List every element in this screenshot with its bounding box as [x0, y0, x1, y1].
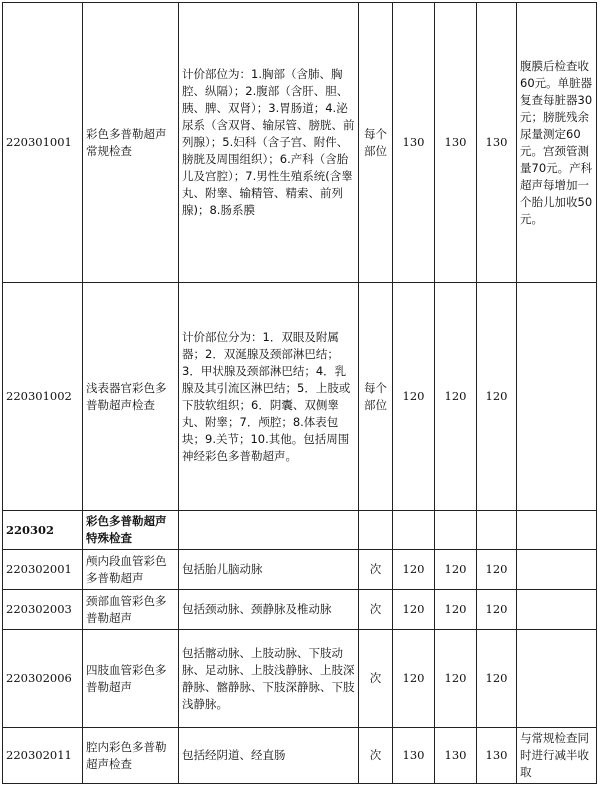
- price-col-1: 120: [393, 630, 435, 728]
- item-name: 颈部血管彩色多普勒超声: [83, 590, 179, 630]
- price-col-3: 120: [477, 630, 517, 728]
- item-note: [517, 590, 597, 630]
- price-col-2: 130: [435, 728, 477, 784]
- item-name: 颅内段血管彩色多普勒超声: [83, 550, 179, 590]
- price-col-1: 120: [393, 590, 435, 630]
- item-description: [179, 511, 359, 550]
- price-col-2: 120: [435, 283, 477, 511]
- table-row: [3, 283, 597, 511]
- item-description: 计价部位为：1.胸部（含肺、胸腔、纵隔）；2.腹部（含肝、胆、胰、脾、双肾）；3.胃肠道；4.泌尿系（含双肾、输尿管、膀胱、前列腺）；5.妇科（含子宫、附件、膀胱及周围组织）；6.产科（含胎儿及宫腔）；7.男性生殖系统(含睾丸、附睾、输精管、精索、前列腺)；8.肠系膜: [179, 3, 359, 283]
- table-row: [3, 590, 597, 630]
- item-name: 腔内彩色多普勒超声检查: [83, 728, 179, 784]
- price-col-2: [435, 511, 477, 550]
- item-note: [517, 550, 597, 590]
- price-col-1: [393, 511, 435, 550]
- price-col-2: 130: [435, 3, 477, 283]
- section-code: 220302: [3, 511, 83, 550]
- price-col-3: 120: [477, 283, 517, 511]
- item-description: 包括髂动脉、上肢动脉、下肢动脉、足动脉、上肢浅静脉、上肢深静脉、髂静脉、下肢深静脉、下肢浅静脉。: [179, 630, 359, 728]
- item-code: 220301001: [3, 3, 83, 283]
- table-row: [3, 550, 597, 590]
- price-col-1: 130: [393, 3, 435, 283]
- item-note: 与常规检查同时进行减半收取: [517, 728, 597, 784]
- item-description: 包括颈动脉、颈静脉及椎动脉: [179, 590, 359, 630]
- item-name: 彩色多普勒超声常规检查: [83, 3, 179, 283]
- item-code: 220301002: [3, 283, 83, 511]
- item-unit: 次: [359, 550, 393, 590]
- item-description: 计价部位分为：1．双眼及附属器；2．双涎腺及颈部淋巴结；3．甲状腺及颈部淋巴结；4．乳腺及其引流区淋巴结；5．上肢或下肢软组织；6．阴囊、双侧睾丸、附睾；7．颅腔；8.体表包块；9.关节；10.其他。包括周围神经彩色多普勒超声。: [179, 283, 359, 511]
- item-unit: [359, 511, 393, 550]
- fee-table: [2, 2, 597, 784]
- section-row: [3, 511, 597, 550]
- price-col-3: 130: [477, 728, 517, 784]
- item-code: 220302003: [3, 590, 83, 630]
- price-col-3: 120: [477, 590, 517, 630]
- table-row: [3, 728, 597, 784]
- price-col-3: [477, 511, 517, 550]
- item-name: 四肢血管彩色多普勒超声: [83, 630, 179, 728]
- item-description: 包括经阴道、经直肠: [179, 728, 359, 784]
- item-note: 腹膜后检查收60元。单脏器复查每脏器30元；膀胱残余尿量测定60元。宫颈管测量70元。产科超声每增加一个胎儿加收50元。: [517, 3, 597, 283]
- item-unit: 次: [359, 630, 393, 728]
- item-note: [517, 511, 597, 550]
- table-row: [3, 3, 597, 283]
- item-unit: 次: [359, 590, 393, 630]
- price-col-2: 120: [435, 630, 477, 728]
- item-unit: 次: [359, 728, 393, 784]
- price-col-2: 120: [435, 590, 477, 630]
- item-unit: 每个部位: [359, 283, 393, 511]
- item-code: 220302006: [3, 630, 83, 728]
- item-unit: 每个部位: [359, 3, 393, 283]
- item-note: [517, 630, 597, 728]
- table-row: [3, 630, 597, 728]
- price-col-3: 130: [477, 3, 517, 283]
- price-col-1: 130: [393, 728, 435, 784]
- item-note: [517, 283, 597, 511]
- item-description: 包括胎儿脑动脉: [179, 550, 359, 590]
- price-col-3: 120: [477, 550, 517, 590]
- section-name: 彩色多普勒超声特殊检查: [83, 511, 179, 550]
- item-name: 浅表器官彩色多普勒超声检查: [83, 283, 179, 511]
- item-code: 220302001: [3, 550, 83, 590]
- price-col-1: 120: [393, 550, 435, 590]
- price-col-1: 120: [393, 283, 435, 511]
- price-col-2: 120: [435, 550, 477, 590]
- item-code: 220302011: [3, 728, 83, 784]
